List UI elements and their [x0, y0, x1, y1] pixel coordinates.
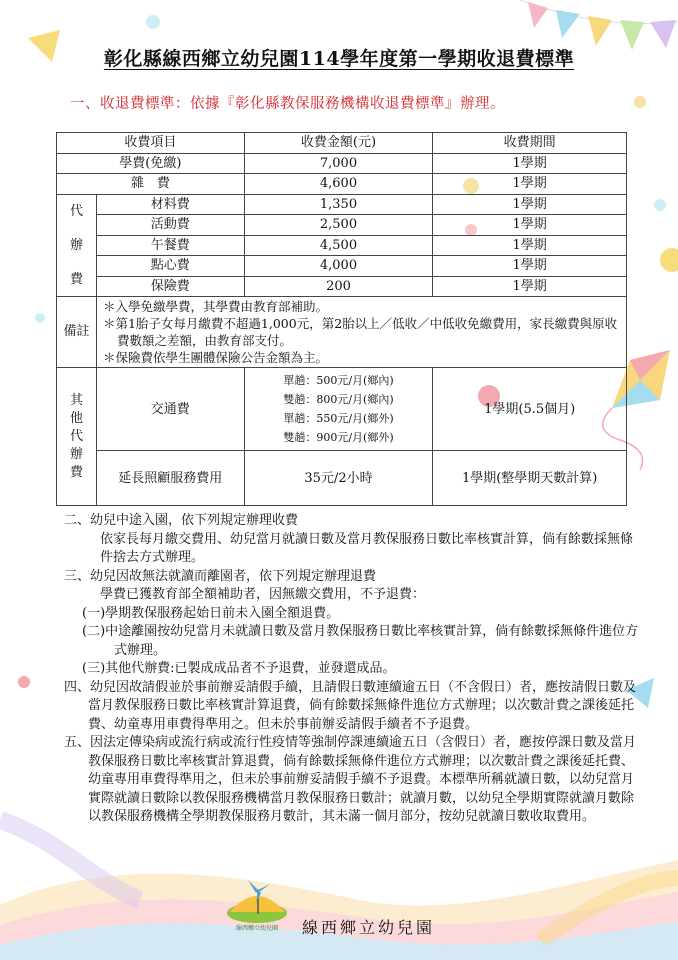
table-row: [57, 194, 627, 215]
notes-cell: [96, 297, 626, 368]
row-period: 1學期: [433, 174, 627, 195]
row-item: 延長照顧服務費用: [96, 451, 244, 506]
row-item: 點心費: [96, 256, 244, 277]
row-item: 雜 費: [57, 174, 245, 195]
row-item: 交通費: [96, 368, 244, 451]
rules-text: [64, 512, 644, 827]
page-title: 彰化縣線西鄉立幼兒園114學年度第一學期收退費標準: [103, 48, 575, 70]
row-item: 午餐費: [96, 235, 244, 256]
row-period: 1學期: [433, 235, 627, 256]
note-item: ＊第1胎子女每月繳費不超過1,000元，第2胎以上／低收／中低收免繳費用，家長繳費與原收費數額之差額，由教育部支付。: [102, 316, 618, 348]
header-period: 收費期間: [433, 133, 627, 154]
row-item: 保險費: [96, 276, 244, 297]
section-4: 四、幼兒因故請假並於事前辦妥請假手續，且請假日數連續逾五日（不含假日）者，應按請假日數及當月教保服務日數比率核實計算退費，倘有餘數採無條件進位方式辦理；以次數計費之課後延托費、幼童專用車費得準用之。但未於事前辦妥請假手續者不予退費。: [64, 679, 637, 732]
label-char: 辦: [69, 238, 83, 254]
row-amount: 35元/2小時: [244, 451, 433, 506]
row-amount: 4,600: [244, 174, 433, 195]
subtitle: 一、收退費標準：依據『彰化縣教保服務機構收退費標準』辦理。: [70, 96, 505, 112]
section-5: 五、因法定傳染病或流行病或流行性疫情等強制停課連續逾五日（含假日）者，應按停課日數及當月教保服務日數比率核實計算退費，倘有餘數採無條件進位方式辦理；以次數計費之課後延托費、幼童專用車費得準用之，但未於事前辦妥請假手續不予退費。本標準所稱就讀日數，以幼兒當月實際就讀日數除以教保服務機構當月教保服務日數計；就讀月數，以幼兒全學期實際就讀月數除以教保服務機構全學期教保服務月數計，其未滿一個月部分，按幼兒就讀日數收取費用。: [64, 735, 637, 824]
row-item: 活動費: [96, 215, 244, 236]
label-char: 費: [69, 272, 83, 288]
row-period: 1學期: [433, 256, 627, 277]
fee-table: [56, 132, 627, 506]
agency-fee-label: [57, 194, 97, 297]
row-period: 1學期(整學期天數計算): [433, 451, 627, 506]
pennant-icon: [528, 2, 548, 28]
row-amount: 2,500: [244, 215, 433, 236]
footer-school-name: 線西鄉立幼兒園: [302, 918, 436, 937]
table-row: [57, 451, 627, 506]
row-period: 1學期: [433, 276, 627, 297]
section-3-item: (一)學期教保服務起始日前未入園全額退費。: [82, 605, 340, 621]
label-char: 代: [69, 428, 83, 444]
pennant-icon: [588, 16, 612, 46]
note-item: ＊入學免繳學費，其學費由教育部補助。: [102, 299, 328, 314]
table-row: [57, 256, 627, 277]
label-char: 辦: [69, 446, 83, 462]
row-amount: 4,500: [244, 235, 433, 256]
row-period: 1學期(5.5個月): [433, 368, 627, 451]
section-3-head: 三、幼兒因故無法就讀而離園者，依下列規定辦理退費: [64, 568, 377, 584]
notes-row: [57, 297, 627, 368]
table-row: [57, 368, 627, 451]
table-row: [57, 174, 627, 195]
table-row: [57, 235, 627, 256]
header-item: 收費項目: [57, 133, 245, 154]
row-period: 1學期: [433, 153, 627, 174]
table-row: [57, 153, 627, 174]
section-3-item: (三)其他代辦費:已製成成品者不予退費，並發還成品。: [82, 661, 396, 676]
label-char: 費: [69, 464, 83, 480]
row-item: 材料費: [96, 194, 244, 215]
row-amount: 7,000: [244, 153, 433, 174]
table-row: [57, 276, 627, 297]
label-char: 其: [69, 392, 83, 408]
other-fee-label: [57, 368, 97, 506]
transport-rates: [244, 368, 433, 451]
section-3-item: (二)中途離園按幼兒當月未就讀日數及當月教保服務日數比率核實計算，倘有餘數採無條件進位方式辦理。: [82, 624, 639, 658]
row-item: 學費(免繳): [57, 153, 245, 174]
section-3-text: 學費已獲教育部全額補助者，因無繳交費用，不予退費：: [100, 587, 426, 602]
section-2-text: 依家長每月繳交費用、幼兒當月就讀日數及當月教保服務日數比率核實計算，倘有餘數採無條件捨去方式辦理。: [100, 531, 634, 565]
row-amount: 4,000: [244, 256, 433, 277]
label-char: 他: [69, 410, 83, 426]
row-amount: 200: [244, 276, 433, 297]
svg-text:線西鄉立幼兒園: 線西鄉立幼兒園: [235, 925, 279, 932]
rate-line: 單趟：500元/月(鄉內): [283, 374, 394, 387]
table-header-row: [57, 133, 627, 154]
row-period: 1學期: [433, 194, 627, 215]
label-char: 代: [69, 204, 83, 220]
row-period: 1學期: [433, 215, 627, 236]
rate-line: 單趟：550元/月(鄉外): [283, 412, 394, 425]
note-item: ＊保險費依學生團體保險公告金額為主。: [102, 350, 328, 365]
section-2-head: 二、幼兒中途入園，依下列規定辦理收費: [64, 513, 299, 528]
rate-line: 雙趟：800元/月(鄉內): [283, 393, 394, 406]
notes-label: 備註: [57, 297, 97, 368]
rate-line: 雙趟：900元/月(鄉外): [283, 431, 394, 444]
header-amount: 收費金額(元): [244, 133, 433, 154]
pennant-icon: [556, 10, 580, 38]
table-row: [57, 215, 627, 236]
row-amount: 1,350: [244, 194, 433, 215]
